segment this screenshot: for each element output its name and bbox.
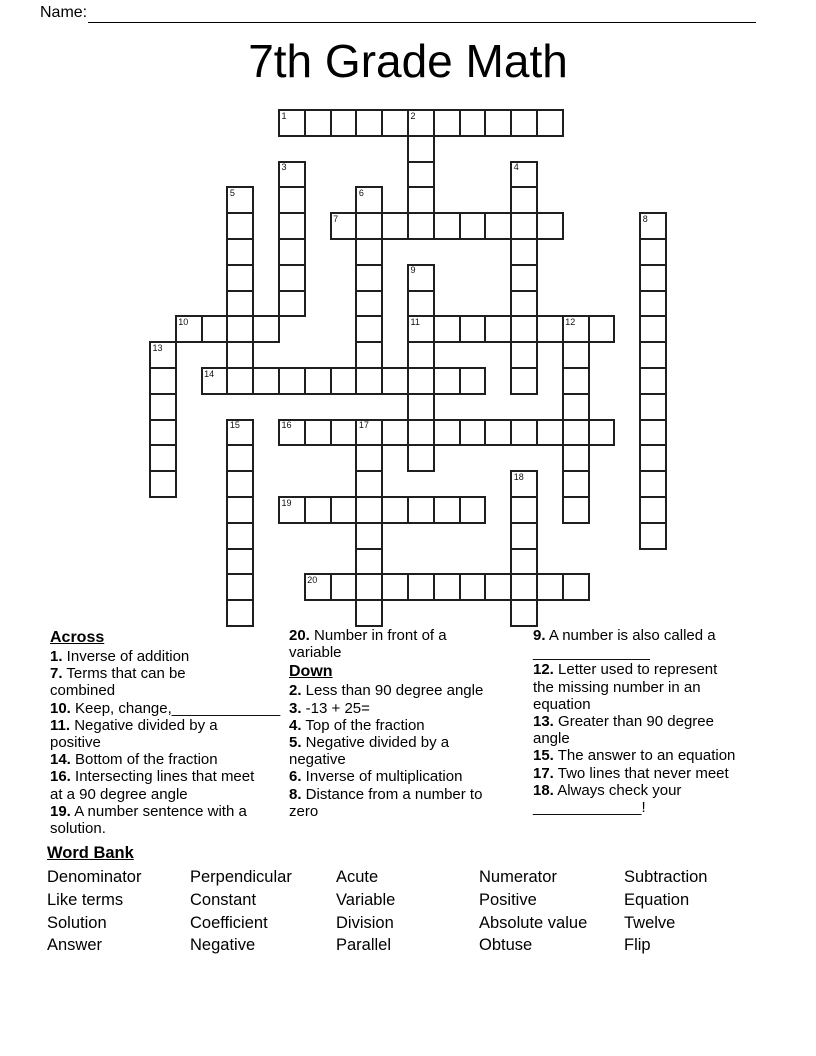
clue-line: 13. Greater than 90 degree [533, 713, 714, 731]
clue-number-label: 19 [281, 497, 292, 508]
name-label: Name: [40, 4, 88, 21]
clue-number: 4. [289, 716, 302, 734]
grid-cell [407, 135, 435, 163]
grid-cell [536, 109, 564, 137]
grid-cell [304, 109, 332, 137]
clue-line: 17. Two lines that never meet [533, 764, 729, 782]
clue-line: 19. A number sentence with a [50, 802, 247, 820]
clue-number: 9. [533, 627, 546, 644]
word-bank-word: Obtuse [479, 936, 533, 955]
clue-line: 12. Letter used to represent [533, 661, 718, 679]
grid-cell [381, 212, 409, 240]
grid-cell [433, 367, 461, 395]
clue-line: 8. Distance from a number to [289, 785, 483, 803]
grid-cell [355, 548, 383, 576]
grid-cell [639, 264, 667, 292]
clue-number: 13. [533, 713, 554, 731]
clue-line: 1. Inverse of addition [50, 648, 190, 665]
clues-section-header: Across [50, 629, 105, 646]
grid-cell [226, 264, 254, 292]
grid-cell [381, 109, 409, 137]
grid-cell [278, 290, 306, 318]
word-bank-word: Variable [336, 890, 396, 909]
clue-line: 18. Always check your [533, 781, 682, 799]
clue-line: combined [50, 682, 116, 700]
grid-cell [407, 419, 435, 447]
clue-number-label: 20 [307, 574, 318, 585]
word-bank-word: Constant [190, 890, 257, 909]
grid-cell [330, 419, 358, 447]
clues-section-header: Down [289, 663, 333, 681]
grid-cell [459, 419, 487, 447]
clue-line: 6. Inverse of multiplication [289, 768, 463, 786]
clue-number-label: 10 [178, 316, 189, 327]
clue-line: angle [533, 730, 570, 748]
grid-cell [381, 496, 409, 524]
grid-cell [510, 186, 538, 214]
clue-line: 9. A number is also called a [533, 627, 716, 644]
grid-cell [639, 290, 667, 318]
clue-column-right [533, 627, 735, 816]
word-bank-word: Numerator [479, 868, 557, 886]
grid-cell [149, 419, 177, 447]
grid-cell [226, 470, 254, 498]
grid-cell [639, 367, 667, 395]
clue-line: 10. Keep, change,_____________ [50, 699, 281, 717]
grid-cell [639, 522, 667, 550]
grid-cell [588, 419, 616, 447]
clue-number-label: 15 [229, 420, 240, 431]
grid-cell [407, 161, 435, 189]
grid-cell [459, 496, 487, 524]
grid-cell [510, 212, 538, 240]
clue-number: 20. [289, 627, 310, 644]
grid-cell [407, 573, 435, 601]
clue-number: 14. [50, 751, 71, 769]
grid-cell [562, 470, 590, 498]
grid-cell [407, 393, 435, 421]
clue-line: solution. [50, 820, 106, 838]
clue-line: at a 90 degree angle [50, 785, 188, 803]
word-bank-word: Perpendicular [190, 868, 292, 886]
word-bank-word: Subtraction [624, 868, 708, 886]
grid-cell [433, 315, 461, 343]
word-bank-word: Parallel [336, 936, 392, 955]
clue-number-label: 6 [358, 187, 364, 198]
word-bank-word: Equation [624, 890, 690, 909]
grid-cell [149, 444, 177, 472]
word-bank-column [624, 866, 707, 957]
grid-cell [355, 290, 383, 318]
grid-cell [355, 341, 383, 369]
grid-cell [226, 238, 254, 266]
grid-cell [433, 212, 461, 240]
grid-cell [510, 109, 538, 137]
clue-line: 3. -13 + 25= [289, 699, 370, 717]
grid-cell [510, 238, 538, 266]
clue-number-label: 3 [281, 162, 287, 173]
grid-cell [510, 496, 538, 524]
grid-cell [381, 419, 409, 447]
grid-cell [149, 393, 177, 421]
word-bank-word: Positive [479, 890, 537, 909]
grid-cell [639, 393, 667, 421]
grid-cell [355, 599, 383, 627]
grid-cell [459, 573, 487, 601]
grid-cell [407, 341, 435, 369]
grid-cell [226, 599, 254, 627]
name-blank-line [88, 22, 756, 23]
grid-cell [355, 470, 383, 498]
grid-cell [484, 573, 512, 601]
grid-cell [226, 212, 254, 240]
grid-cell [226, 548, 254, 576]
grid-cell [562, 573, 590, 601]
grid-cell [226, 573, 254, 601]
clue-number-label: 1 [281, 110, 287, 121]
clue-number: 8. [289, 785, 302, 803]
clue-number: 5. [289, 734, 302, 752]
word-bank-word: Twelve [624, 913, 676, 932]
clue-line: variable [289, 644, 342, 662]
grid-cell [459, 212, 487, 240]
clue-number-label: 2 [410, 110, 416, 121]
word-bank-word: Coefficient [190, 913, 268, 932]
grid-cell [407, 496, 435, 524]
grid-cell [562, 444, 590, 472]
clue-line: 7. Terms that can be [50, 665, 186, 683]
grid-cell [355, 496, 383, 524]
grid-cell [459, 367, 487, 395]
grid-cell [278, 367, 306, 395]
grid-cell [407, 186, 435, 214]
word-bank-word: Answer [47, 936, 103, 955]
word-bank-header: Word Bank [47, 844, 134, 862]
clue-line: zero [289, 802, 319, 820]
clue-number: 6. [289, 768, 302, 786]
grid-cell [510, 419, 538, 447]
grid-cell [459, 109, 487, 137]
clue-number-label: 9 [410, 265, 416, 276]
grid-cell [407, 290, 435, 318]
word-bank-word: Solution [47, 913, 107, 932]
grid-cell [330, 573, 358, 601]
grid-cell [355, 367, 383, 395]
grid-cell [639, 419, 667, 447]
worksheet-title: 7th Grade Math [248, 35, 568, 87]
grid-cell [510, 315, 538, 343]
clue-number: 1. [50, 648, 63, 665]
clue-number-label: 4 [513, 162, 519, 173]
grid-cell [355, 238, 383, 266]
grid-cell [510, 522, 538, 550]
clue-line: 2. Less than 90 degree angle [289, 682, 484, 700]
clue-line: equation [533, 695, 591, 713]
clue-line: ______________ [533, 644, 650, 662]
grid-cell [510, 264, 538, 292]
grid-cell [252, 367, 280, 395]
grid-cell [639, 315, 667, 343]
grid-cell [562, 419, 590, 447]
word-bank-word: Absolute value [479, 913, 588, 932]
clue-number-label: 17 [358, 420, 369, 431]
clue-line: the missing number in an [533, 678, 701, 696]
clue-number: 15. [533, 747, 554, 765]
word-bank-column [47, 866, 141, 957]
grid-cell [226, 315, 254, 343]
grid-cell [355, 522, 383, 550]
clue-number: 12. [533, 661, 554, 679]
clue-number: 2. [289, 682, 302, 700]
grid-cell [536, 573, 564, 601]
grid-cell [330, 367, 358, 395]
grid-cell [562, 367, 590, 395]
grid-cell [381, 573, 409, 601]
grid-cell [510, 290, 538, 318]
grid-cell [278, 212, 306, 240]
grid-cell [433, 419, 461, 447]
clue-number: 18. [533, 781, 554, 799]
grid-cell [562, 393, 590, 421]
grid-cell [226, 290, 254, 318]
grid-cell [355, 573, 383, 601]
clue-line: 11. Negative divided by a [50, 716, 218, 734]
grid-cell [330, 109, 358, 137]
grid-cell [510, 599, 538, 627]
word-bank-column [336, 866, 395, 957]
grid-cell [278, 186, 306, 214]
grid-cell [355, 315, 383, 343]
name-row [40, 4, 87, 22]
word-bank-word: Division [336, 913, 394, 932]
grid-cell [407, 444, 435, 472]
clue-column-left [50, 627, 280, 837]
clue-number: 19. [50, 802, 71, 820]
grid-cell [304, 496, 332, 524]
clue-number: 16. [50, 768, 71, 786]
grid-cell [536, 419, 564, 447]
clue-number-label: 11 [410, 316, 420, 327]
word-bank-word: Acute [336, 868, 379, 886]
clue-line: positive [50, 734, 101, 752]
clue-number: 17. [533, 764, 554, 782]
grid-cell [639, 496, 667, 524]
clue-number-label: 14 [204, 368, 215, 379]
grid-cell [433, 109, 461, 137]
grid-cell [639, 238, 667, 266]
word-bank-column [479, 866, 587, 957]
clue-number-label: 12 [565, 316, 576, 327]
clue-column-middle [289, 627, 483, 820]
grid-cell [562, 341, 590, 369]
grid-cell [304, 419, 332, 447]
grid-cell [639, 341, 667, 369]
word-bank-column [190, 866, 292, 957]
word-bank-word: Like terms [47, 890, 124, 909]
grid-cell [536, 212, 564, 240]
grid-cell [510, 548, 538, 576]
grid-cell [304, 367, 332, 395]
grid-cell [562, 496, 590, 524]
clue-number-label: 7 [333, 213, 339, 224]
grid-cell [510, 573, 538, 601]
grid-cell [149, 367, 177, 395]
grid-cell [433, 573, 461, 601]
grid-cell [355, 264, 383, 292]
word-bank-word: Negative [190, 936, 256, 955]
grid-cell [226, 496, 254, 524]
grid-cell [484, 419, 512, 447]
grid-cell [381, 367, 409, 395]
grid-cell [484, 212, 512, 240]
clue-number-label: 5 [229, 187, 235, 198]
clue-line: _____________! [533, 799, 646, 817]
grid-cell [226, 444, 254, 472]
clue-line: 16. Intersecting lines that meet [50, 768, 255, 786]
grid-cell [355, 109, 383, 137]
grid-cell [278, 238, 306, 266]
grid-cell [278, 264, 306, 292]
clue-number-label: 18 [513, 471, 524, 482]
grid-cell [588, 315, 616, 343]
clue-line: 5. Negative divided by a [289, 734, 450, 752]
grid-cell [433, 496, 461, 524]
clue-number: 11. [50, 716, 71, 734]
grid-cell [459, 315, 487, 343]
grid-cell [639, 470, 667, 498]
grid-cell [536, 315, 564, 343]
grid-cell [226, 341, 254, 369]
grid-cell [407, 212, 435, 240]
grid-cell [510, 341, 538, 369]
clue-line: 20. Number in front of a [289, 627, 447, 644]
clue-number-label: 16 [281, 420, 292, 431]
grid-cell [226, 367, 254, 395]
grid-cell [510, 367, 538, 395]
clue-line: 15. The answer to an equation [533, 747, 736, 765]
grid-cell [355, 444, 383, 472]
grid-cell [484, 315, 512, 343]
clue-number: 7. [50, 665, 63, 683]
clue-number: 10. [50, 699, 71, 717]
grid-cell [639, 444, 667, 472]
clue-line: negative [289, 751, 346, 769]
clue-number: 3. [289, 699, 302, 717]
grid-cell [226, 522, 254, 550]
clue-number-label: 13 [152, 342, 163, 353]
grid-cell [252, 315, 280, 343]
grid-cell [149, 470, 177, 498]
grid-cell [407, 367, 435, 395]
grid-cell [355, 212, 383, 240]
grid-cell [330, 496, 358, 524]
crossword-grid [149, 109, 669, 629]
word-bank-word: Flip [624, 936, 651, 955]
grid-cell [201, 315, 229, 343]
clue-number-label: 8 [642, 213, 648, 224]
word-bank-word: Denominator [47, 868, 142, 886]
grid-cell [484, 109, 512, 137]
clue-line: 14. Bottom of the fraction [50, 751, 218, 769]
clue-line: 4. Top of the fraction [289, 716, 425, 734]
